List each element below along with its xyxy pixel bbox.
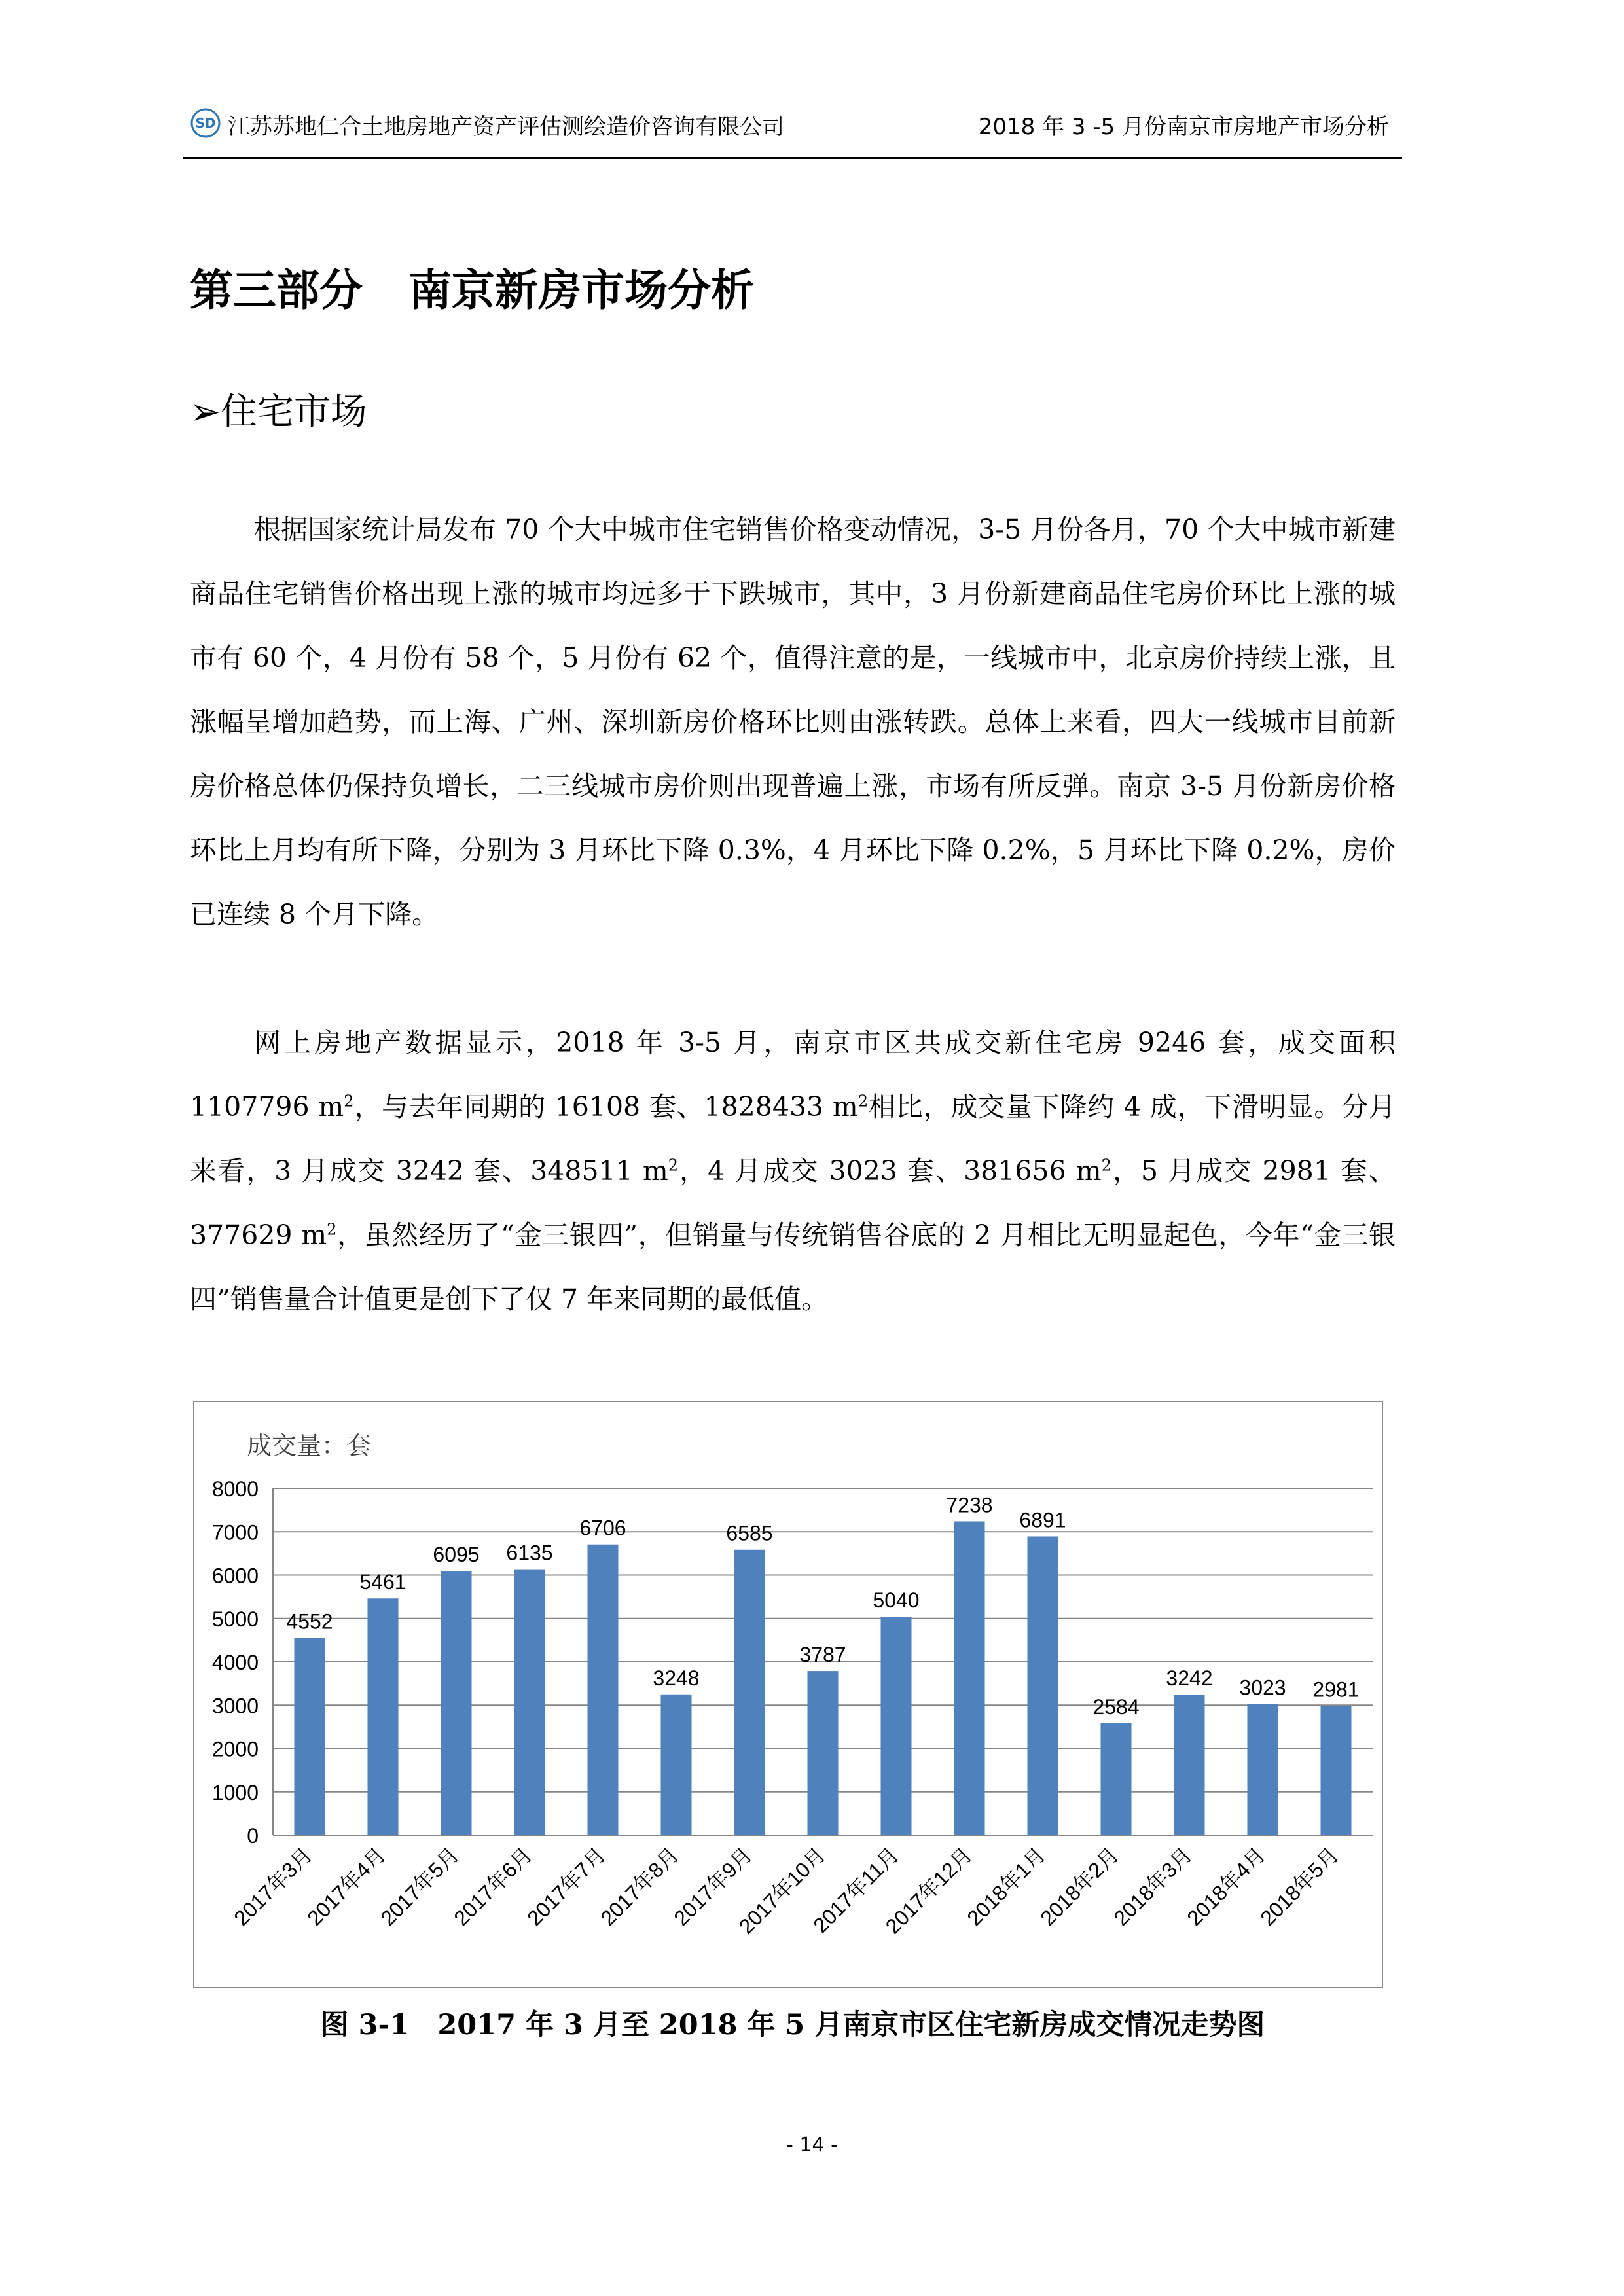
- x-tick-label: 2018年5月: [1255, 1842, 1343, 1931]
- data-label: 3248: [653, 1666, 700, 1690]
- y-tick-label: 2000: [211, 1737, 259, 1761]
- y-tick-label: 7000: [211, 1520, 259, 1545]
- x-tick-label: 2017年9月: [669, 1842, 757, 1931]
- x-tick-label: 2017年10月: [734, 1842, 830, 1939]
- bar-chart: [194, 1402, 1382, 1987]
- paragraph-text: ，4 月成交 3023 套、381656 m: [677, 1155, 1102, 1187]
- arrow-bullet-icon: ➢: [190, 391, 221, 433]
- paragraph-text: 相比，成交量下降约 4 成，下滑明显。分月来看，3 月成交 3242 套、348511 m: [190, 1091, 1396, 1187]
- bar: [880, 1617, 911, 1835]
- y-tick-label: 5000: [211, 1607, 259, 1631]
- bar: [1100, 1723, 1131, 1835]
- section-number: 第三部分: [190, 265, 363, 315]
- bar: [807, 1671, 838, 1835]
- bar: [660, 1695, 691, 1835]
- x-tick-label: 2018年2月: [1036, 1842, 1123, 1931]
- bar: [1174, 1695, 1204, 1835]
- chart-unit-label: 成交量：套: [247, 1433, 372, 1460]
- bar: [441, 1571, 471, 1835]
- subsection-title: 住宅市场: [220, 391, 367, 433]
- x-tick-label: 2018年4月: [1182, 1842, 1270, 1931]
- y-tick-label: 0: [247, 1824, 259, 1848]
- data-label: 7238: [946, 1493, 993, 1517]
- x-tick-label: 2018年3月: [1109, 1842, 1197, 1931]
- header-divider: [183, 157, 1402, 159]
- bar: [734, 1550, 765, 1835]
- data-label: 3023: [1239, 1676, 1286, 1700]
- data-label: 6706: [579, 1516, 626, 1540]
- page-number: - 14 -: [786, 2134, 838, 2157]
- data-label: 5040: [873, 1588, 920, 1613]
- section-heading: [190, 255, 754, 317]
- superscript: 2: [857, 1092, 869, 1111]
- report-title: 2018 年 3 -5 月份南京市房地产市场分析: [978, 114, 1389, 140]
- data-label: 3242: [1166, 1666, 1213, 1691]
- page-header: [183, 98, 1401, 157]
- paragraph-text: ，虽然经历了“金三银四”，但销量与传统销售谷底的 2 月相比无明显起色，今年“金三银四”销售量合计值更是创下了仅 7 年来同期的最低值。: [190, 1219, 1396, 1315]
- data-label: 5461: [359, 1570, 406, 1594]
- bar: [294, 1638, 325, 1835]
- bar: [367, 1598, 398, 1835]
- bar: [587, 1545, 618, 1835]
- paragraph-transaction-volume: [190, 1011, 1396, 1331]
- bar-chart-frame: [193, 1401, 1383, 1988]
- y-tick-label: 4000: [211, 1651, 259, 1674]
- data-label: 6585: [726, 1521, 773, 1545]
- x-tick-label: 2017年4月: [302, 1842, 390, 1931]
- x-tick-label: 2017年3月: [229, 1842, 317, 1931]
- bar: [1027, 1536, 1058, 1835]
- superscript: 2: [327, 1220, 337, 1239]
- svg-text:SD: SD: [195, 115, 216, 131]
- x-tick-label: 2018年1月: [962, 1842, 1050, 1931]
- bar: [514, 1570, 545, 1835]
- paragraph-price-trend: 根据国家统计局发布 70 个大中城市住宅销售价格变动情况，3-5 月份各月，70 个大中城市新建商品住宅销售价格出现上涨的城市均远多于下跌城市，其中，3 月份新建商品住宅房价环比上涨的城市有 60 个，4 月份有 58 个，5 月份有 62 个，值得注意的是，一线城市中，北京房价持续上涨，且涨幅呈增加趋势，而上海、广州、深圳新房价格环比则由涨转跌。总体上来看，四大一线城市目前新房价格总体仍保持负增长，二三线城市房价则出现普遍上涨，市场有所反弹。南京 3-5 月份新房价格环比上月均有所下降，分别为 3 月环比下降 0.3%，4 月环比下降 0.2%，5 月环比下降 0.2%，房价已连续 8 个月下降。: [190, 514, 1396, 930]
- data-label: 2584: [1092, 1695, 1140, 1719]
- y-tick-label: 6000: [211, 1564, 259, 1588]
- superscript: 2: [344, 1092, 354, 1111]
- x-tick-label: 2017年7月: [522, 1842, 610, 1931]
- data-label: 4552: [286, 1609, 333, 1634]
- data-label: 2981: [1312, 1677, 1360, 1702]
- x-tick-label: 2017年11月: [808, 1842, 903, 1938]
- x-tick-label: 2017年5月: [376, 1842, 463, 1931]
- data-label: 3787: [799, 1643, 846, 1667]
- x-tick-label: 2017年6月: [449, 1842, 537, 1931]
- paragraph-text: ，5 月成交 2981 套、377629 m: [190, 1155, 1396, 1251]
- subsection-heading: [190, 383, 367, 435]
- superscript: 2: [668, 1156, 678, 1175]
- y-tick-label: 1000: [211, 1780, 259, 1804]
- y-tick-label: 8000: [211, 1477, 259, 1501]
- company-name: 江苏苏地仁合土地房地产资产评估测绘造价咨询有限公司: [228, 114, 784, 140]
- superscript: 2: [1101, 1156, 1111, 1175]
- y-tick-label: 3000: [211, 1694, 259, 1718]
- company-logo-icon: [190, 107, 221, 139]
- x-tick-label: 2017年8月: [596, 1842, 683, 1931]
- data-label: 6135: [506, 1541, 553, 1565]
- bar: [1247, 1704, 1278, 1835]
- section-title: 南京新房市场分析: [408, 265, 754, 315]
- data-label: 6891: [1019, 1508, 1066, 1532]
- data-label: 6095: [433, 1543, 480, 1567]
- bar: [954, 1521, 984, 1835]
- figure-caption: 图 3-1 2017 年 3 月至 2018 年 5 月南京市区住宅新房成交情况走势图: [320, 2009, 1265, 2041]
- bar: [1320, 1706, 1351, 1835]
- x-tick-label: 2017年12月: [880, 1842, 977, 1939]
- paragraph-text: 网上房地产数据显示，2018 年 3-5 月，南京市区共成交新住宅房 9246 套，成交面积 1107796 m: [190, 1027, 1396, 1122]
- paragraph-text: ，与去年同期的 16108 套、1828433 m: [353, 1091, 858, 1122]
